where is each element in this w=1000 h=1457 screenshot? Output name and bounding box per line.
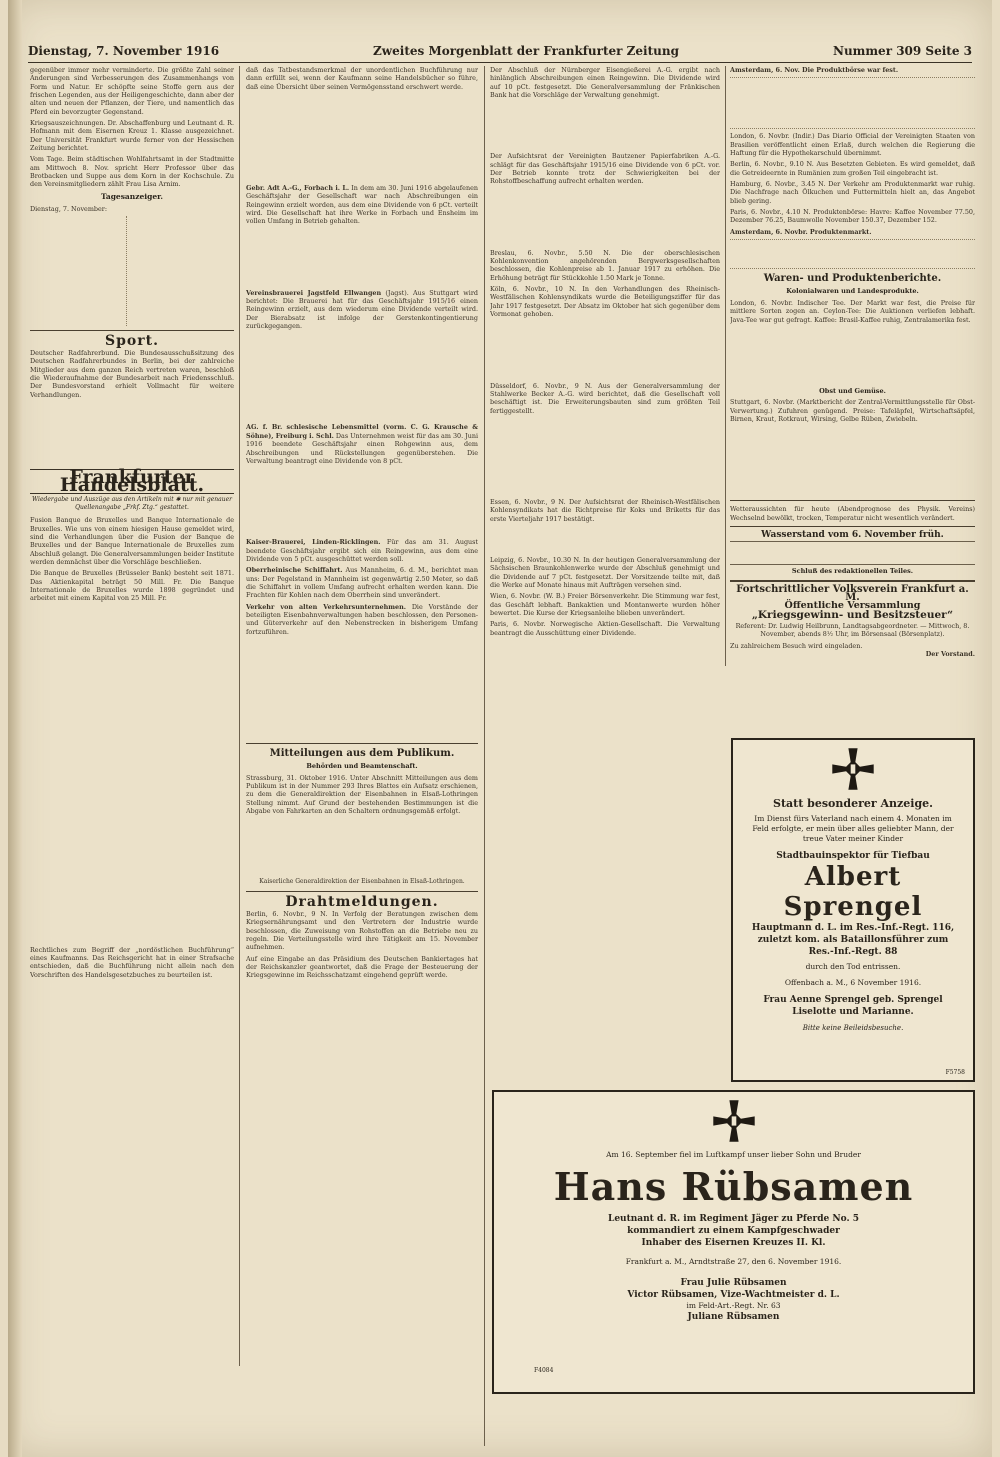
article-text: Fusion Banque de Bruxelles und Banque Internationale de Bruxelles. Wie uns von einem hiesigen Hause gemeldet wird, sind die Verhandlungen über die Fusion der Banque de Bruxelles und der Banque Internationale de Bruxelles zum Abschluß gelangt. Die Generalversammlungen beider Institute werden demnächst über die Vorschläge beschließen.: [30, 516, 234, 566]
column-rule: [484, 66, 485, 1446]
volksverein-text: Referent: Dr. Ludwig Heilbrunn, Landtagsabgeordneter. — Mittwoch, 8. November, abends 8½ Uhr, im Börsensaal (Börsenplatz).: [735, 621, 970, 639]
obituary-place: Frankfurt a. M., Arndtstraße 27, den 6. November 1916.: [625, 1257, 842, 1266]
divider: [246, 891, 478, 892]
header-date: Dienstag, 7. November 1916: [28, 44, 220, 58]
article-heading: Kaiser-Brauerei, Linden-Ricklingen.: [246, 538, 381, 547]
article-text: Paris, 6. Novbr. Norwegische Aktien-Gesellschaft. Die Verwaltung beantragt die Ausschüttung einer Dividende.: [490, 620, 720, 637]
article-heading: Oberrheinische Schiffahrt.: [246, 566, 343, 575]
obituary-note: Bitte keine Beileidsbesuche.: [802, 1024, 904, 1032]
iron-cross-icon: [711, 1098, 757, 1144]
obituary-detail: Inhaber des Eisernen Kreuzes II. Kl.: [641, 1238, 826, 1248]
column-3: [490, 66, 720, 721]
obituary-intro: Im Dienst fürs Vaterland nach einem 4. Monaten im Feld erfolgte, er mein über alles geliebter Mann, der treue Vater meiner Kinder: [752, 814, 954, 843]
divider: [730, 526, 975, 527]
obituary-detail: Leutnant d. R. im Regiment Jäger zu Pferde No. 5: [608, 1214, 859, 1224]
article-text: Hamburg, 6. Novbr., 3.45 N. Der Verkehr am Produktenmarkt war ruhig. Die Nachfrage nach Ölkuchen und Futtermitteln hielt an, das Angebot blieb gering.: [730, 180, 975, 205]
obituary-name: Albert Sprengel: [783, 862, 923, 922]
article-text: Breslau, 6. Novbr., 5.50 N. Die der oberschlesischen Kohlenkonvention angehörenden Bergwerksgesellschaften beschlossen, die Kohlenpreise ab 1. Januar 1917 zu erhöhen. Die Erhöhung beträgt für Stückkohle 1.50 Mark je Tonne.: [490, 248, 720, 282]
article-heading: Verkehr von alten Verkehrsunternehmen.: [246, 602, 406, 611]
article-text: Essen, 6. Novbr., 9 N. Der Aufsichtsrat der Rheinisch-Westfälischen Kohlensyndikats hat die Richtpreise für Koks und Briketts für das erste Vierteljahr 1917 bestätigt.: [490, 497, 720, 523]
obituary-detail: Res.-Inf.-Regt. 88: [808, 947, 898, 957]
handelsblatt-subtitle: Wiedergabe und Auszüge aus den Artikeln mit ✱ nur mit genauer Quellenangabe „Frkf. Ztg.“ gestattet.: [32, 495, 232, 511]
article-text: In dem am 30. Juni 1916 abgelaufenen Geschäftsjahr der Gesellschaft war nach Abschreibungen ein Reingewinn erzielt worden, aus dem eine Dividende von 6 pCt. verteilt wird. Die Gesellschaft hat ihre Werke in Forbach und Ensheim im vollen Umfang in Betrieb gehalten.: [246, 184, 478, 226]
volksverein-signature: Der Vorstand.: [925, 650, 975, 658]
obituary-detail: durch den Tod entrissen.: [805, 962, 901, 971]
article-heading: Vereinsbrauerei Jagstfeld Ellwangen: [246, 288, 382, 297]
obituary-signature: im Feld-Art.-Regt. Nr. 63: [686, 1301, 781, 1310]
article-heading: Gebr. Adt A.-G., Forbach i. L.: [246, 184, 350, 193]
column-rule: [239, 66, 240, 1366]
wasserstand-table: [730, 541, 975, 565]
waren-heading: Waren- und Produktenberichte.: [763, 273, 942, 285]
obituary-widow: Frau Aenne Sprengel geb. Sprengel: [763, 995, 943, 1005]
newspaper-page: [8, 0, 992, 1457]
obituary-intro: Am 16. September fiel im Luftkampf unser lieber Sohn und Bruder: [606, 1150, 861, 1159]
article-text: London, 6. Novbr. (Indir.) Das Diario Official der Vereinigten Staaten von Brasilien veröffentlicht einen Erlaß, durch welchen die Regierung die Haftung für die Hypothekarschuld übernimmt.: [730, 132, 975, 158]
article-text: Wien, 6. Novbr. (W. B.) Freier Börsenverkehr. Die Stimmung war fest, das Geschäft lebhaft. Bankaktien und Montanwerte wurden höher bewertet. Die Kurse der Kriegsanleihe blieben unverändert.: [490, 592, 720, 617]
obituary-sprengel: [731, 738, 975, 1082]
volksverein-subheading: Öffentliche Versammlung: [784, 600, 921, 612]
mitteilungen-signature: Kaiserliche Generaldirektion der Eisenbahnen in Elsaß-Lothringen.: [259, 878, 465, 886]
weather-text: Wetteraussichten für heute (Abendprognose des Physik. Vereins) Wechselnd bewölkt, trocken, Temperatur nicht wesentlich verändert.: [730, 505, 975, 522]
obituary-detail: kommandiert zu einem Kampfgeschwader: [627, 1226, 840, 1236]
handelsblatt-heading: Frankfurter Handelsblatt.: [30, 469, 234, 494]
mitteilungen-subheading: Behörden und Beamtenschaft.: [306, 762, 418, 771]
volksverein-invite: Zu zahlreichem Besuch wird eingeladen.: [730, 641, 863, 650]
article-text: Auf eine Eingabe an das Präsidium des Deutschen Bankiertages hat der Reichskanzler geantwortet, daß die Frage der Besteuerung der Kriegsgewinne im Reichsschatzamt eingehend geprüft werde.: [246, 954, 478, 980]
article-text: Stuttgart, 6. Novbr. (Marktbericht der Zentral-Vermittlungsstelle für Obst-Verwertung.) Zufuhren genügend. Preise: Tafeläpfel, Wirtschaftsäpfel, Birnen, Kraut, Rotkraut, Wirsing, Gelbe Rüben, Zwiebeln.: [730, 398, 975, 423]
article-text: Rechtliches zum Begriff der „nordöstlichen Buchführung“ eines Kaufmanns. Das Reichsgericht hat in einer Strafsache entschieden, daß die Buchführung nicht allein nach den Vorschriften des Handelsgesetzbuches zu beurteilen ist.: [30, 945, 234, 979]
page-spine: [8, 0, 22, 1457]
obituary-signature: Victor Rübsamen, Vize-Wachtmeister d. L.: [627, 1290, 840, 1300]
column-4: [730, 66, 975, 696]
sport-heading: Sport.: [105, 332, 159, 349]
obituary-detail: Hauptmann d. L. im Res.-Inf.-Regt. 116,: [751, 923, 955, 933]
article-text: (Jagst). Aus Stuttgart wird berichtet: Die Brauerei hat für das Geschäftsjahr 1915/16 einen Reingewinn erzielt, aus dem wiederum eine Dividende verteilt wird. Der Bierabsatz ist infolge der Gerstenkontingentierung zurückgegangen.: [246, 288, 478, 331]
obituary-place: Offenbach a. M., 6 November 1916.: [784, 978, 922, 987]
waren-subheading: Kolonialwaren und Landesprodukte.: [786, 287, 919, 296]
divider: [730, 500, 975, 501]
header-masthead: Zweites Morgenblatt der Frankfurter Zeitung: [373, 44, 679, 58]
obituary-ruebsamen: [492, 1090, 975, 1394]
tagesanzeiger-date: Dienstag, 7. November:: [30, 205, 107, 214]
schluss-text: Schluß des redaktionellen Teiles.: [791, 567, 914, 576]
article-text: gegenüber immer mehr verminderte. Die größte Zahl seiner Anderungen sind Verbesserungen des Zusammenhangs von Form und Natur. Er schöpfte seine Stoffe gern aus der frischen Legenden, aus der Heiligengeschichte, dann aber der alten und neuen der Pflanzen, der Tiere, und namentlich das Pferd ein bevorzugter Gegenstand.: [30, 66, 234, 116]
market-table: [730, 239, 975, 269]
article-text: Die Vorstände der beteiligten Eisenbahnverwaltungen haben beschlossen, den Personen- und Güterverkehr auf den Nebenstrecken in bisherigem Umfang fortzuführen.: [246, 602, 478, 636]
tagesanzeiger-heading: Tagesanzeiger.: [100, 191, 164, 201]
article-text: daß das Tatbestandsmerkmal der unordentlichen Buchführung nur dann erfüllt sei, wenn der Kaufmann seine Handelsbücher so führe, daß eine Übersicht über seinen Vermögensstand erschwert werde.: [246, 66, 478, 91]
obituary-signature: Juliane Rübsamen: [687, 1312, 780, 1322]
article-text: Deutscher Radfahrerbund. Die Bundesausschußsitzung des Deutschen Radfahrerbundes in Berlin, bei der zahlreiche Mitglieder aus dem ganzen Reich vertreten waren, beschloß die Wiederaufnahme der Bundesarbeit nach Friedensschluß. Der Bundesvorstand erhielt Vollmacht für weitere Verhandlungen.: [30, 348, 234, 399]
obituary-title: Statt besonderer Anzeige.: [773, 797, 933, 810]
header-page-number: Nummer 309 Seite 3: [832, 44, 972, 58]
article-text: Köln, 6. Novbr., 10 N. In den Verhandlungen des Rheinisch-Westfälischen Kohlensyndikats wurde die Beteiligungsziffer für das Jahr 1917 festgesetzt. Der Absatz im Oktober hat sich gegenüber dem Vormonat gehoben.: [490, 285, 720, 319]
article-text: Paris, 6. Novbr., 4.10 N. Produktenbörse: Havre: Kaffee November 77.50, Dezember 76.25, Baumwolle November 150.37, Dezember 152.: [730, 208, 975, 225]
article-text: Der Aufsichtsrat der Vereinigten Bautzener Papierfabriken A.-G. schlägt für das Geschäftsjahr 1915/16 eine Dividende von 6 pCt. vor. Der Betrieb konnte trotz der Schwierigkeiten bei der Rohstoffbeschaffung aufrecht erhalten werden.: [490, 152, 720, 186]
article-text: London, 6. Novbr. Indischer Tee. Der Markt war fest, die Preise für mittlere Sorten zogen an. Ceylon-Tee: Die Auktionen verliefen lebhaft. Java-Tee war gut gefragt. Kaffee: Brasil-Kaffee ruhig, Zentralamerika fest.: [730, 298, 975, 324]
article-text: Leipzig, 6. Novbr., 10.30 N. In der heutigen Generalversammlung der Sächsischen Braunkohlenwerke wurde der Abschluß genehmigt und die Dividende auf 7 pCt. festgesetzt. Der Vorsitzende teilte mit, daß die Werke auf Monate hinaus mit Aufträgen versehen sind.: [490, 555, 720, 589]
article-heading: AG. f. Br. schlesische Lebensmittel (vorm. C. G. Krausche & Söhne), Freiburg i. Schl.: [246, 423, 478, 440]
page-header: [28, 44, 972, 63]
divider: [30, 330, 234, 331]
volksverein-heading: Fortschrittlicher Volksverein Frankfurt a. M.: [736, 583, 969, 603]
market-heading: Amsterdam, 6. Nov. Die Produktbörse war fest.: [730, 66, 899, 74]
column-2: [246, 66, 478, 1436]
obituary-detail: zuletzt kom. als Bataillonsführer zum: [757, 935, 949, 945]
article-text: Für das am 31. August beendete Geschäftsjahr ergibt sich ein Reingewinn, aus dem eine Dividende von 5 pCt. ausgeschüttet werden soll.: [246, 538, 478, 563]
article-text: Kriegsauszeichnungen. Dr. Abschaffenburg und Leutnant d. R. Hofmann mit dem Eisernen Kreuz 1. Klasse ausgezeichnet. Der Universität Frankfurt wurde ferner von der Hessischen Zeitung berichtet.: [30, 119, 234, 153]
obituary-signature: Frau Julie Rübsamen: [680, 1278, 787, 1288]
market-table: [730, 77, 975, 129]
article-text: Der Abschluß der Nürnberger Eisengießerei A.-G. ergibt nach hinlänglich Abschreibungen einen Reingewinn. Die Dividende wird auf 10 pCt. festgesetzt. Die Generalversammlung der Fränkischen Bank hat die Vorschläge der Verwaltung genehmigt.: [490, 66, 720, 100]
obituary-ref: F4084: [534, 1367, 554, 1374]
obituary-name: Hans Rübsamen: [553, 1164, 914, 1209]
obituary-children: Liselotte und Marianne.: [792, 1007, 914, 1017]
article-text: Das Unternehmen weist für das am 30. Juni 1916 beendete Geschäftsjahr einen Rohgewinn aus, dem Abschreibungen und Rückstellungen gegenüberstehen. Die Verwaltung beantragt eine Dividende von 8 pCt.: [246, 431, 478, 465]
article-text: Strassburg, 31. Oktober 1916. Unter Abschnitt Mitteilungen aus dem Publikum ist in der Nummer 293 Ihres Blattes ein Aufsatz erschienen, zu dem die Generaldirektion der Eisenbahnen in Elsaß-Lothringen Stellung nimmt. Auf Grund der bestehenden Bestimmungen ist die Abgabe von Fahrkarten an den Schaltern ordnungsgemäß erfolgt.: [246, 773, 478, 816]
article-text: Vom Tage. Beim städtischen Wohlfahrtsamt in der Stadtmitte am Mittwoch 8. Nov. spricht Herr Professor über das Brotbacken und Suppe aus dem Korn in der Kochschule. Zu den Vereinsmitgliedern zählt Frau Lisa Arnim.: [30, 155, 234, 189]
article-text: Aus Mannheim, 6. d. M., berichtet man uns: Der Pegelstand in Mannheim ist gegenwärtig 2.50 Meter, so daß die Schiffahrt in vollem Umfang aufrecht erhalten werden kann. Die Frachten für Kohlen nach dem Oberrhein sind unverändert.: [246, 566, 478, 600]
iron-cross-icon: [830, 746, 876, 792]
column-1: [30, 66, 234, 1436]
column-rule: [725, 66, 726, 666]
market-heading: Amsterdam, 6. Novbr. Produktenmarkt.: [730, 227, 872, 236]
divider: [246, 743, 478, 744]
obituary-ref: F5758: [945, 1069, 965, 1076]
obst-heading: Obst und Gemüse.: [819, 386, 886, 395]
divider: [730, 580, 975, 582]
article-text: Berlin, 6. Novbr., 9.10 N. Aus Besetzten Gebieten. Es wird gemeldet, daß die Getreideernte in Rumänien zum großen Teil eingebracht ist.: [730, 160, 975, 177]
wasserstand-heading: Wasserstand vom 6. November früh.: [761, 529, 944, 540]
article-text: Die Banque de Bruxelles (Brüsseler Bank) besteht seit 1871. Das Aktienkapital beträgt 50 Mill. Fr. Die Banque Internationale de Bruxelles wurde 1898 gegründet und arbeitet mit einem Kapital von 25 Mill. Fr.: [30, 569, 234, 603]
volksverein-title: „Kriegsgewinn- und Besitzsteuer“: [751, 608, 954, 621]
mitteilungen-heading: Mitteilungen aus dem Publikum.: [269, 747, 455, 759]
obituary-rank: Stadtbauinspektor für Tiefbau: [776, 851, 930, 861]
article-text: Berlin, 6. Novbr., 9 N. In Verfolg der Beratungen zwischen dem Kriegsernährungsamt und den Vertretern der Industrie wurde beschlossen, die Zuweisung von Rohstoffen an die Betriebe neu zu regeln. Die Verteilungsstelle wird ihre Tätigkeit am 15. November aufnehmen.: [246, 910, 478, 952]
article-text: Düsseldorf, 6. Novbr., 9 N. Aus der Generalversammlung der Stahlwerke Becker A.-G. wird berichtet, daß die Gesellschaft voll beschäftigt ist. Die Erweiterungsbauten sind zum größten Teil fertiggestellt.: [490, 381, 720, 415]
tagesanzeiger-listing: [126, 216, 234, 326]
drahtmeldungen-heading: Drahtmeldungen.: [285, 893, 439, 910]
